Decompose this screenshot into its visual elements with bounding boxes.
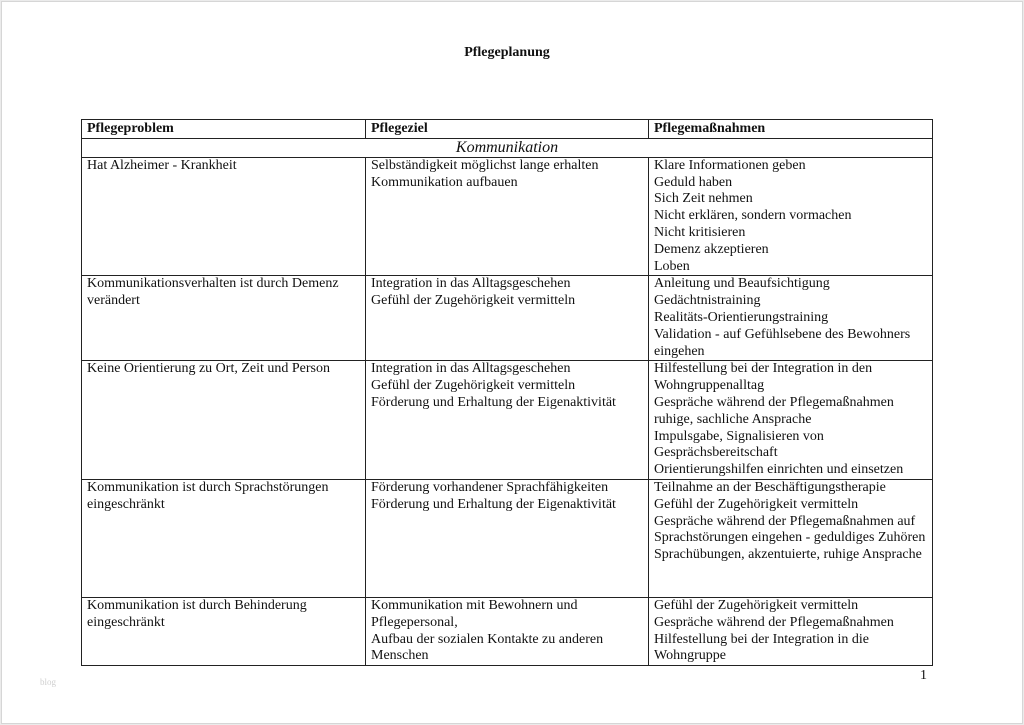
section-title: Kommunikation xyxy=(82,138,933,157)
document-title: Pflegeplanung xyxy=(464,45,550,60)
goal-cell: Integration in das Alltagsgeschehen Gefühl der Zugehörigkeit vermitteln Förderung und Erhaltung der Eigenaktivität xyxy=(366,361,649,480)
problem-cell: Kommunikation ist durch Behinderung eingeschränkt xyxy=(82,597,366,665)
measures-cell: Gefühl der Zugehörigkeit vermitteln Gespräche während der Pflegemaßnahmen Hilfestellung bei der Integration in die Wohngruppe xyxy=(649,597,933,665)
column-header-measures: Pflegemaßnahmen xyxy=(649,120,933,139)
goal-cell: Kommunikation mit Bewohnern und Pflegepersonal, Aufbau der sozialen Kontakte zu anderen Menschen xyxy=(366,597,649,665)
goal-cell: Selbständigkeit möglichst lange erhalten Kommunikation aufbauen xyxy=(366,157,649,276)
problem-cell: Kommunikation ist durch Sprachstörungen eingeschränkt xyxy=(82,479,366,597)
table-row xyxy=(82,157,933,276)
section-row xyxy=(82,138,933,157)
goal-cell: Förderung vorhandener Sprachfähigkeiten Förderung und Erhaltung der Eigenaktivität xyxy=(366,479,649,597)
column-header-goal: Pflegeziel xyxy=(366,120,649,139)
table-row xyxy=(82,597,933,665)
measures-cell: Teilnahme an der Beschäftigungstherapie Gefühl der Zugehörigkeit vermitteln Gespräche während der Pflegemaßnahmen auf Sprachstörungen eingehen - geduldiges Zuhören Sprachübungen, akzentuierte, ruhige Ansprache xyxy=(649,479,933,597)
document-page xyxy=(1,1,1023,724)
problem-cell: Hat Alzheimer - Krankheit xyxy=(82,157,366,276)
header-row xyxy=(82,120,933,139)
problem-cell: Kommunikationsverhalten ist durch Demenz verändert xyxy=(82,276,366,361)
problem-cell: Keine Orientierung zu Ort, Zeit und Person xyxy=(82,361,366,480)
column-header-problem: Pflegeproblem xyxy=(82,120,366,139)
measures-cell: Hilfestellung bei der Integration in den Wohngruppenalltag Gespräche während der Pflegemaßnahmen ruhige, sachliche Ansprache Impulsgabe, Signalisieren von Gesprächsbereitschaft Orientierungshilfen einrichten und einsetzen xyxy=(649,361,933,480)
table-row xyxy=(82,479,933,597)
table-row xyxy=(82,276,933,361)
page-number: 1 xyxy=(920,668,927,683)
goal-cell: Integration in das Alltagsgeschehen Gefühl der Zugehörigkeit vermitteln xyxy=(366,276,649,361)
measures-cell: Anleitung und Beaufsichtigung Gedächtnistraining Realitäts-Orientierungstraining Validation - auf Gefühlsebene des Bewohners eingehen xyxy=(649,276,933,361)
care-plan-table xyxy=(81,119,933,666)
measures-cell: Klare Informationen geben Geduld haben Sich Zeit nehmen Nicht erklären, sondern vormachen Nicht kritisieren Demenz akzeptieren Loben xyxy=(649,157,933,276)
table-row xyxy=(82,361,933,480)
watermark: blog xyxy=(40,677,57,687)
